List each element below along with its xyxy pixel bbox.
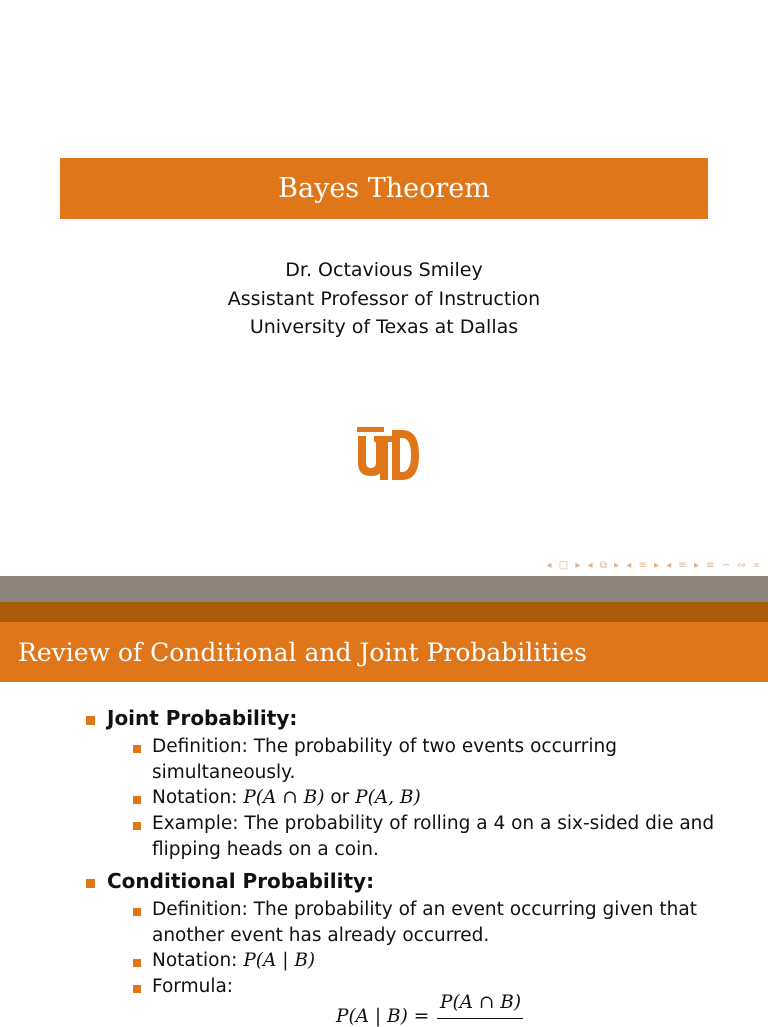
joint-notation-label: Notation: xyxy=(152,787,238,808)
bullet-icon xyxy=(133,796,141,804)
bullet-icon xyxy=(86,879,95,888)
formula-lhs: P(A | B) = xyxy=(336,1006,430,1027)
joint-example-line2: flipping heads on a coin. xyxy=(152,839,379,860)
bullet-icon xyxy=(133,822,141,830)
conditional-notation-math: P(A | B) xyxy=(243,950,316,971)
bullet-icon xyxy=(133,908,141,916)
presentation-title: Bayes Theorem xyxy=(278,173,490,204)
conditional-probability-heading: Conditional Probability: xyxy=(107,869,375,893)
presentation-title-bar xyxy=(60,158,708,219)
conditional-notation xyxy=(152,950,315,971)
joint-notation xyxy=(152,787,421,808)
author-block xyxy=(0,256,768,342)
slide-separator-brown xyxy=(0,602,768,622)
author-name: Dr. Octavious Smiley xyxy=(285,259,483,281)
joint-definition-line1: Definition: The probability of two events occurring xyxy=(152,736,617,757)
bullet-icon xyxy=(133,745,141,753)
utd-logo-icon xyxy=(356,424,420,482)
slide-content xyxy=(0,682,768,1027)
frame-title-bar xyxy=(0,622,768,682)
conditional-definition-line2: another event has already occurred. xyxy=(152,925,490,946)
joint-notation-math1: P(A ∩ B) xyxy=(243,787,325,808)
joint-notation-or: or xyxy=(330,787,350,808)
author-position: Assistant Professor of Instruction xyxy=(227,287,541,310)
conditional-definition-line1: Definition: The probability of an event occurring given that xyxy=(152,899,697,920)
conditional-notation-label: Notation: xyxy=(152,950,238,971)
formula-numerator: P(A ∩ B) xyxy=(440,992,522,1013)
joint-notation-math2: P(A, B) xyxy=(355,787,421,808)
slide-separator-gray xyxy=(0,576,768,602)
bullet-icon xyxy=(133,985,141,993)
formula-fraction-line xyxy=(437,1018,523,1019)
author-institution: University of Texas at Dallas xyxy=(249,316,519,338)
formula-label: Formula: xyxy=(152,976,234,997)
bullet-icon xyxy=(133,959,141,967)
joint-definition-line2: simultaneously. xyxy=(152,762,296,783)
frame-title: Review of Conditional and Joint Probabilities xyxy=(18,637,587,667)
joint-example-line1: Example: The probability of rolling a 4 on a six-sided die and xyxy=(152,813,715,834)
joint-probability-heading: Joint Probability: xyxy=(107,706,298,730)
beamer-navigation-symbols[interactable]: ◂ □ ▸ ◂ ⧉ ▸ ◂ ≡ ▸ ◂ ≡ ▸ ≡ ∽ ∾ ∝ xyxy=(546,560,762,571)
bullet-icon xyxy=(86,716,95,725)
